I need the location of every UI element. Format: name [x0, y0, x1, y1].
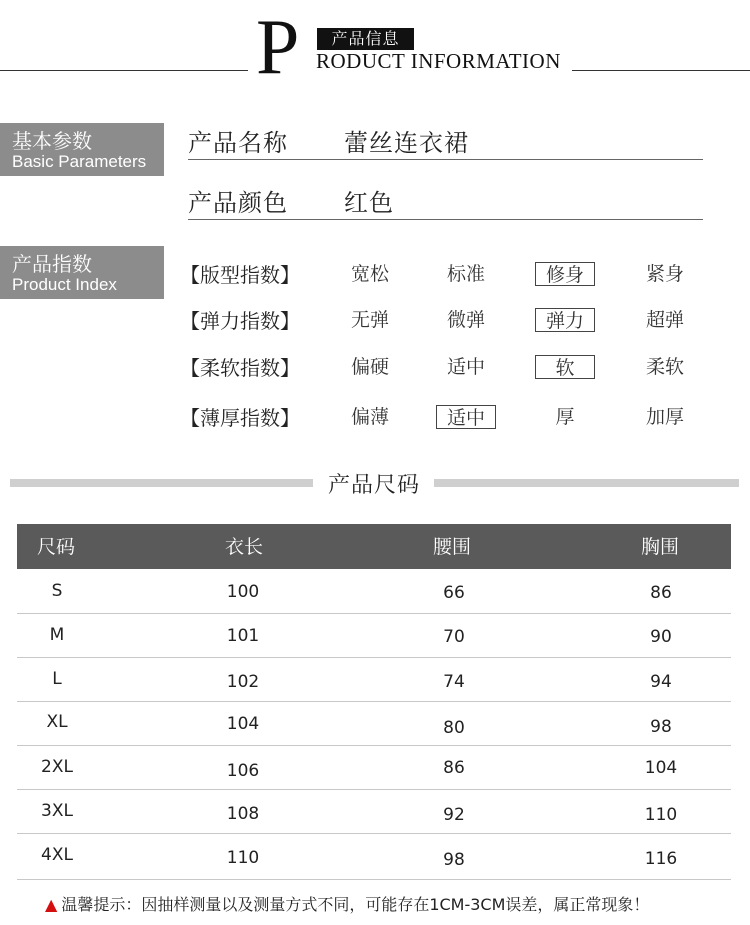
basic-tag-en: Basic Parameters [12, 152, 147, 171]
index-option: 无弹 [350, 309, 389, 331]
table-row [17, 745, 731, 790]
index-option: 偏薄 [350, 406, 389, 428]
index-option: 微弹 [446, 309, 485, 331]
cell-chest: 94 [650, 672, 672, 692]
index-option-selected: 软 [535, 355, 595, 379]
size-title-bar-left [10, 479, 313, 487]
index-label: 【弹力指数】 [180, 309, 300, 333]
cell-chest: 110 [644, 805, 678, 825]
index-option: 超弹 [645, 309, 684, 331]
cell-length: 100 [226, 582, 260, 602]
cell-length: 102 [226, 672, 260, 692]
cell-chest: 98 [650, 717, 672, 737]
tip-text: 温馨提示：因抽样测量以及测量方式不同，可能存在1CM-3CM误差，属正常现象！ [61, 895, 650, 914]
size-table-header [17, 524, 731, 569]
column-header-chest: 胸围 [641, 536, 680, 558]
index-option: 紧身 [645, 263, 684, 285]
column-header-waist: 腰围 [433, 536, 472, 558]
index-option: 厚 [555, 406, 575, 428]
warning-triangle-icon: ▲ [45, 895, 58, 914]
table-row [17, 833, 731, 877]
index-tag-en: Product Index [12, 275, 117, 294]
header-en-title: RODUCT INFORMATION [316, 49, 561, 73]
cell-size: 4XL [41, 845, 73, 865]
table-row [17, 701, 731, 746]
index-option: 加厚 [645, 406, 684, 428]
column-header-length: 衣长 [225, 536, 264, 558]
table-row [17, 789, 731, 834]
cell-length: 101 [226, 626, 260, 646]
cell-length: 106 [226, 761, 260, 781]
cell-waist: 86 [443, 758, 465, 778]
cell-length: 108 [226, 804, 260, 824]
cell-size: 3XL [41, 801, 73, 821]
cell-length: 104 [226, 714, 260, 734]
index-label: 【薄厚指数】 [180, 406, 300, 430]
index-row-softness [180, 353, 720, 383]
index-option: 适中 [446, 356, 485, 378]
index-row-fit [180, 260, 720, 290]
cell-waist: 74 [443, 672, 465, 692]
cell-chest: 90 [650, 627, 672, 647]
table-row [17, 657, 731, 702]
size-chart-title: 产品尺码 [328, 473, 421, 498]
cell-waist: 70 [443, 627, 465, 647]
cell-waist: 92 [443, 805, 465, 825]
table-bottom-rule [17, 879, 731, 880]
cell-chest: 116 [644, 849, 678, 869]
index-option-selected: 适中 [436, 405, 496, 429]
size-title-bar-right [434, 479, 739, 487]
table-row [17, 613, 731, 658]
cell-size: S [51, 581, 63, 601]
cell-waist: 98 [443, 850, 465, 870]
index-option-selected: 弹力 [535, 308, 595, 332]
table-row [17, 569, 731, 614]
basic-parameters-tag [0, 123, 164, 176]
param-label: 产品名称 [188, 129, 288, 157]
index-option-selected: 修身 [535, 262, 595, 286]
cell-chest: 104 [644, 758, 678, 778]
product-index-tag [0, 246, 164, 299]
measurement-tip [45, 892, 649, 915]
index-option: 柔软 [645, 356, 684, 378]
index-row-thickness [180, 403, 720, 433]
header-rule-left [0, 70, 248, 71]
cell-size: L [52, 669, 62, 689]
index-option: 宽松 [350, 263, 389, 285]
index-tag-cn: 产品指数 [12, 252, 92, 276]
index-label: 【版型指数】 [180, 263, 300, 287]
param-row-color [188, 179, 703, 220]
header-rule-right [572, 70, 750, 71]
cell-size: XL [46, 712, 68, 732]
cell-length: 110 [226, 848, 260, 868]
param-label: 产品颜色 [188, 189, 288, 217]
cell-size: 2XL [41, 757, 73, 777]
header-cn-title: 产品信息 [317, 28, 414, 50]
param-row-name [188, 119, 703, 160]
cell-chest: 86 [650, 583, 672, 603]
cell-waist: 66 [443, 583, 465, 603]
cell-size: M [49, 625, 65, 645]
header-initial-letter: P [256, 3, 300, 90]
index-option: 偏硬 [350, 356, 389, 378]
param-value: 红色 [344, 189, 394, 217]
cell-waist: 80 [443, 718, 465, 738]
basic-tag-cn: 基本参数 [12, 129, 92, 153]
index-row-elasticity [180, 306, 720, 336]
column-header-size: 尺码 [37, 536, 76, 558]
param-value: 蕾丝连衣裙 [344, 129, 469, 157]
index-option: 标准 [446, 263, 485, 285]
index-label: 【柔软指数】 [180, 356, 300, 380]
